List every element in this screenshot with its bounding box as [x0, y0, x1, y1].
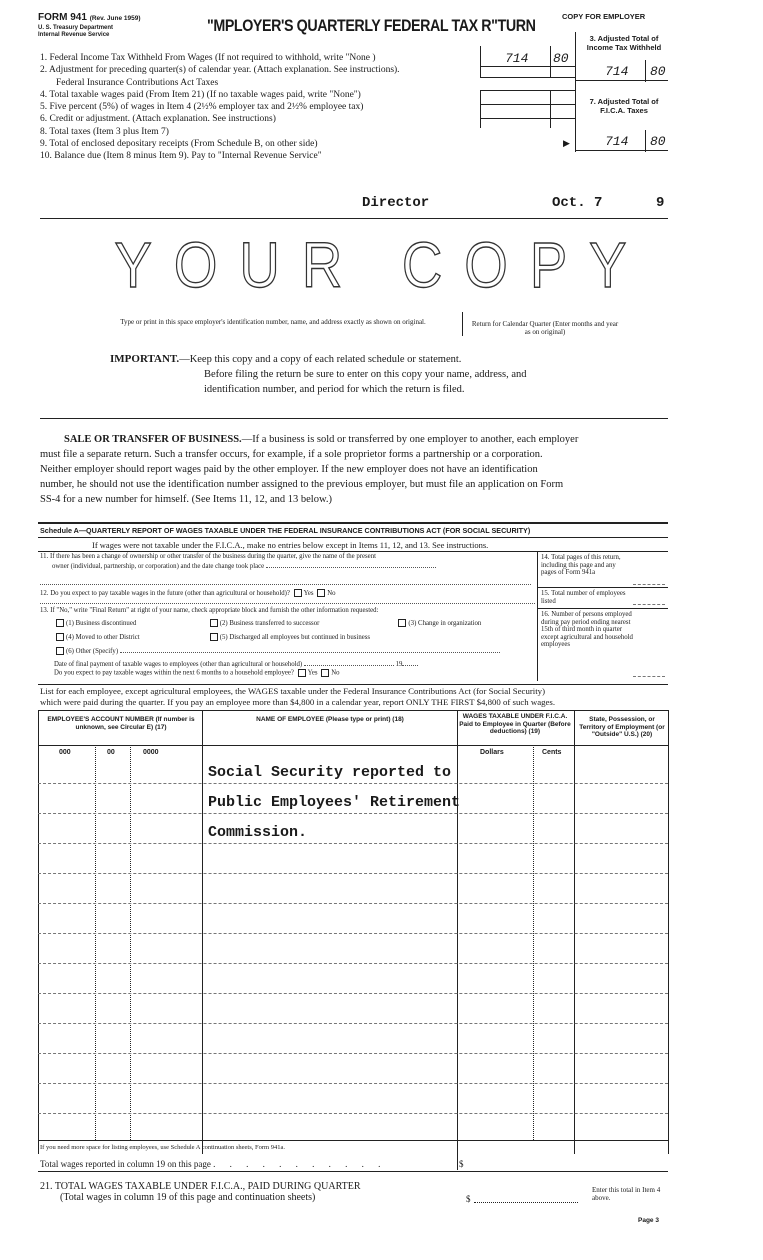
- item13-options-row1: (1) Business discontinued (2) Business transferred to successor (3) Change in organization: [40, 619, 535, 629]
- col19-header: WAGES TAXABLE UNDER F.I.C.A. Paid to Employee in Quarter (Before deductions) (19): [459, 713, 571, 735]
- form-id: [38, 12, 141, 23]
- line-8: 8. Total taxes (Item 3 plus Item 7): [40, 126, 169, 137]
- sale-label: SALE OR TRANSFER OF BUSINESS.: [64, 434, 242, 445]
- opt2-checkbox[interactable]: [210, 619, 218, 627]
- typed-line-3: Commission.: [208, 824, 308, 841]
- line-2: 2. Adjustment for preceding quarter(s) of calendar year. (Attach explanation. See instructions).: [40, 65, 400, 76]
- signature-date: Oct. 7: [552, 195, 603, 211]
- important-note: [110, 352, 670, 397]
- total-wages-label: Total wages reported in column 19 on this page . . . . . . . . . . .: [40, 1159, 387, 1169]
- table-row-line: [38, 1083, 668, 1084]
- sale-p5: SS-4 for a new number for himself. (See Items 11, 12, and 13 below.): [40, 494, 332, 505]
- line-6: 6. Credit or adjustment. (Attach explanation. See instructions): [40, 114, 276, 125]
- opt3-checkbox[interactable]: [398, 619, 406, 627]
- sale-p2: must file a separate return. Such a transfer occurs, for example, if a sole proprietor forms a partnership or a corporation.: [40, 449, 543, 460]
- line-5: 5. Five percent (5%) of wages in Item 4 (2½% employer tax and 2½% employee tax): [40, 102, 364, 113]
- item21-dollar-sign: $: [466, 1194, 471, 1204]
- list-instruction-2: which were paid during the quarter. If you pay an employee more than $4,800 in a calendar year, report ONLY THE FIRST $4,800 of such wages.: [40, 697, 556, 707]
- sale-p1: —If a business is sold or transferred by one employer to another, each employer: [241, 434, 579, 445]
- table-row-line: [38, 1053, 668, 1054]
- item21-line2: (Total wages in column 19 of this page and continuation sheets): [60, 1192, 316, 1203]
- schedule-items: [40, 552, 535, 677]
- final-payment: Date of final payment of taxable wages to employees (other than agricultural or household) 19 Do you expect to pay taxable wages within the next 6 months to a household employee? Yes No: [40, 661, 535, 677]
- col18-header: NAME OF EMPLOYEE (Please type or print) (18): [256, 716, 404, 723]
- schedule-note: If wages were not taxable under the F.I.C.A., make no entries below except in Items 11, 12, and 13. See instructions.: [92, 540, 489, 550]
- signature-title: Director: [362, 195, 430, 211]
- opt5-checkbox[interactable]: [210, 633, 218, 641]
- tax-lines: [40, 52, 480, 163]
- table-row-line: [38, 873, 668, 874]
- enter-total-note: Enter this total in Item 4 above.: [592, 1186, 661, 1202]
- cents-header: Cents: [542, 749, 562, 756]
- item12-no-checkbox[interactable]: [317, 589, 325, 597]
- department: [38, 25, 113, 39]
- signature-year: 9: [656, 195, 665, 211]
- item3-dollars: 714: [605, 64, 629, 79]
- typed-line-1: Social Security reported to: [208, 764, 452, 781]
- col17-header: EMPLOYEE'S ACCOUNT NUMBER (If number is unknown, see Circular E) (17): [47, 716, 195, 731]
- table-row-line: [38, 963, 668, 964]
- revision-date: (Rev. June 1959): [89, 15, 141, 22]
- typed-line-2: Public Employees' Retirement: [208, 794, 461, 811]
- important-label: IMPORTANT.: [110, 353, 180, 365]
- account-sub-2: 00: [107, 749, 115, 756]
- table-row-line: [38, 783, 668, 784]
- item12-yes-checkbox[interactable]: [294, 589, 302, 597]
- line1-cents: 80: [553, 51, 569, 66]
- list-instruction-1: List for each employee, except agricultural employees, the WAGES taxable under the Federal Insurance Contributions Act (for Social Security): [40, 686, 546, 696]
- item-11: 11. If there has been a change of ownership or other transfer of the business during the quarter, give the name of the present: [40, 553, 376, 560]
- table-row-line: [38, 813, 668, 814]
- table-row-line: [38, 1113, 668, 1114]
- line-4: 4. Total taxable wages paid (From Item 21) (If no taxable wages paid, write "None"): [40, 89, 361, 100]
- line8-dollars: 714: [605, 134, 629, 149]
- account-sub-1: 000: [59, 749, 71, 756]
- item-21: [40, 1181, 361, 1203]
- total-dollar-sign: $: [459, 1159, 464, 1169]
- item-11b: owner (individual, partnership, or corporation) and the date change took place: [40, 562, 535, 572]
- item3-cents: 80: [650, 64, 666, 79]
- opt6-checkbox[interactable]: [56, 647, 64, 655]
- item7-label: 7. Adjusted Total of F.I.C.A. Taxes: [589, 97, 659, 115]
- table-row-line: [38, 843, 668, 844]
- line-10: 10. Balance due (Item 8 minus Item 9). Pay to "Internal Revenue Service": [40, 151, 322, 162]
- arrow-icon: ▶: [563, 138, 570, 148]
- item13-options-row3: (6) Other (Specify): [40, 647, 535, 657]
- copy-label: COPY FOR EMPLOYER: [562, 12, 646, 21]
- important-text2: Before filing the return be sure to enter on this copy your name, address, and: [204, 369, 527, 380]
- identification-instructions: Type or print in this space employer's identification number, name, and address exactly as shown on original.: [120, 318, 426, 326]
- important-text3: identification number, and period for which the return is filed.: [204, 384, 465, 395]
- opt4-checkbox[interactable]: [56, 633, 64, 641]
- item13-options-row2: (4) Moved to other District (5) Discharged all employees but continued in business: [40, 633, 535, 643]
- table-row-line: [38, 903, 668, 904]
- item21-line1: 21. TOTAL WAGES TAXABLE UNDER F.I.C.A., PAID DURING QUARTER: [40, 1181, 361, 1192]
- line8-cents: 80: [650, 134, 666, 149]
- important-text1: —Keep this copy and a copy of each related schedule or statement.: [179, 354, 462, 365]
- item-15: 15. Total number of employees listed: [541, 590, 626, 605]
- your-copy-stamp: YOUR COPY: [114, 228, 649, 301]
- sale-transfer-note: [40, 432, 680, 507]
- treasury-department: U. S. Treasury Department: [38, 25, 114, 31]
- continuation-note: If you need more space for listing employees, use Schedule A continuation sheets, Form 941a.: [40, 1144, 285, 1151]
- line-9: 9. Total of enclosed depositary receipts (From Schedule B, on other side): [40, 139, 318, 150]
- final-no-checkbox[interactable]: [321, 669, 329, 677]
- page-number: Page 3: [638, 1217, 659, 1224]
- form-title: "MPLOYER'S QUARTERLY FEDERAL TAX R"TURN: [207, 16, 536, 35]
- dollars-header: Dollars: [480, 749, 504, 756]
- item-14: 14. Total pages of this return, including this page and any pages of Form 941a: [541, 554, 621, 577]
- fica-heading: Federal Insurance Contributions Act Taxes: [56, 77, 219, 88]
- calendar-quarter-label: Return for Calendar Quarter (Enter months and year as on original): [471, 320, 619, 336]
- form-number: FORM 941: [38, 12, 87, 23]
- list-instructions: [40, 686, 555, 708]
- schedule-title: Schedule A—QUARTERLY REPORT OF WAGES TAXABLE UNDER THE FEDERAL INSURANCE CONTRIBUTIONS ACT (FOR SOCIAL SECURITY): [40, 526, 531, 535]
- opt1-checkbox[interactable]: [56, 619, 64, 627]
- item-13: 13. If "No," write "Final Return" at right of your name, check appropriate block and furnish the other information requested:: [40, 603, 535, 616]
- table-row-line: [38, 1023, 668, 1024]
- line1-dollars: 714: [505, 51, 529, 66]
- sale-p4: number, he should not use the identification number assigned to the previous employer, but must file an application on Form: [40, 479, 564, 490]
- account-sub-3: 0000: [143, 749, 159, 756]
- item-12: 12. Do you expect to pay taxable wages in the future (other than agricultural or household)? Yes No: [40, 590, 336, 597]
- irs-label: Internal Revenue Service: [38, 32, 110, 38]
- table-row-line: [38, 993, 668, 994]
- sale-p3: Neither employer should report wages paid by the other employer. If the new employer does not have an identification: [40, 464, 538, 475]
- col20-header: State, Possession, or Territory of Employment (or "Outside" U.S.) (20): [579, 716, 665, 738]
- final-yes-checkbox[interactable]: [298, 669, 306, 677]
- item3-label: 3. Adjusted Total of Income Tax Withheld: [586, 34, 662, 52]
- item-16: 16. Number of persons employed during pay period ending nearest 15th of third month in quarter except agricultural and household employees: [541, 611, 633, 649]
- line-1: 1. Federal Income Tax Withheld From Wages (If not required to withhold, write "None ): [40, 53, 376, 63]
- table-row-line: [38, 933, 668, 934]
